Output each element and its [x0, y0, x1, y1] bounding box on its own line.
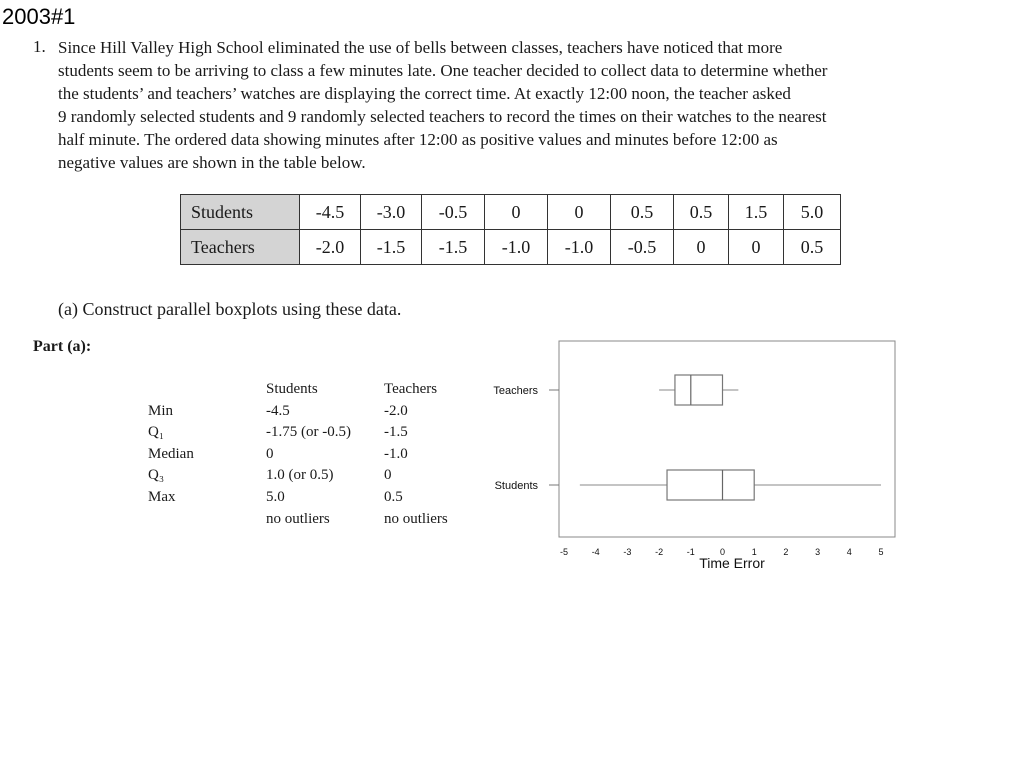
table-cell: 1.5 — [729, 195, 784, 230]
summary-label: Max — [148, 489, 176, 505]
question-text: Since Hill Valley High School eliminated the use of bells between classes, teachers have noticed that more students seem to be arriving to class a few minutes late. One teacher decided to collect data to determine whether the students’ and teachers’ watches are displaying the correct time. At exactly 12:00 noon, the teacher asked 9 randomly selected students and 9 randomly selected teachers to record the times on their watches to the nearest half minute. The ordered data showing minutes after 12:00 as positive values and minutes before 12:00 as negative values are shown in the table below. — [58, 38, 828, 172]
x-tick-label: 2 — [783, 547, 789, 557]
table-cell: -1.0 — [485, 230, 548, 265]
category-label-teachers: Teachers — [493, 385, 538, 397]
summary-value: 1.0 (or 0.5) — [266, 467, 334, 483]
summary-value: 5.0 — [266, 489, 285, 505]
data-table — [180, 194, 841, 265]
table-cell: 0 — [674, 230, 729, 265]
table-cell: -1.5 — [422, 230, 485, 265]
table-cell: -1.5 — [361, 230, 422, 265]
table-cell: 0 — [548, 195, 611, 230]
summary-note-students: no outliers — [266, 511, 330, 527]
box-students — [667, 470, 754, 500]
table-cell: 5.0 — [784, 195, 841, 230]
summary-value: -1.75 (or -0.5) — [266, 424, 351, 440]
summary-header-students: Students — [266, 381, 318, 397]
x-tick-label: -4 — [591, 547, 600, 557]
summary-value: 0.5 — [384, 489, 403, 505]
summary-label: Q₁ — [148, 424, 165, 440]
table-row-teachers — [181, 230, 841, 265]
x-tick-label: -2 — [655, 547, 664, 557]
table-cell: 0 — [729, 230, 784, 265]
table-cell: -2.0 — [300, 230, 361, 265]
boxplot-chart — [470, 335, 910, 575]
summary-label: Q₃ — [148, 467, 165, 483]
x-tick-label: -5 — [559, 547, 569, 557]
table-cell: 0.5 — [611, 195, 674, 230]
x-axis-label: Time Error — [699, 555, 765, 571]
x-tick-label: 0 — [719, 547, 726, 557]
plot-frame — [559, 341, 895, 537]
summary-value: 0 — [266, 446, 274, 462]
table-cell: -3.0 — [361, 195, 422, 230]
summary-note-teachers: no outliers — [384, 511, 448, 527]
summary-value: 0 — [384, 467, 392, 483]
summary-label: Median — [148, 446, 194, 462]
table-cell: 0.5 — [784, 230, 841, 265]
row-header: Teachers — [181, 230, 300, 265]
x-tick-label: -3 — [623, 547, 632, 557]
part-a-heading: Part (a): — [33, 338, 92, 355]
part-a-prompt: (a) Construct parallel boxplots using these data. — [58, 299, 402, 319]
x-tick-label: 1 — [751, 547, 757, 557]
table-cell: -4.5 — [300, 195, 361, 230]
question-number: 1. — [33, 37, 46, 56]
summary-header-teachers: Teachers — [384, 381, 438, 397]
table-cell: -1.0 — [548, 230, 611, 265]
summary-value: -2.0 — [384, 403, 408, 419]
table-row-students — [181, 195, 841, 230]
x-tick-label: 4 — [846, 547, 852, 557]
table-cell: -0.5 — [422, 195, 485, 230]
table-cell: 0 — [485, 195, 548, 230]
x-tick-label: -1 — [686, 547, 695, 557]
x-tick-label: 3 — [815, 547, 821, 557]
summary-value: -1.0 — [384, 446, 408, 462]
table-cell: -0.5 — [611, 230, 674, 265]
table-cell: 0.5 — [674, 195, 729, 230]
slide-title: 2003#1 — [2, 4, 76, 29]
summary-label: Min — [148, 403, 174, 419]
x-tick-label: 5 — [878, 547, 884, 557]
row-header: Students — [181, 195, 300, 230]
summary-value: -1.5 — [384, 424, 408, 440]
box-teachers — [675, 375, 723, 405]
summary-value: -4.5 — [266, 403, 290, 419]
category-label-students: Students — [494, 480, 538, 492]
